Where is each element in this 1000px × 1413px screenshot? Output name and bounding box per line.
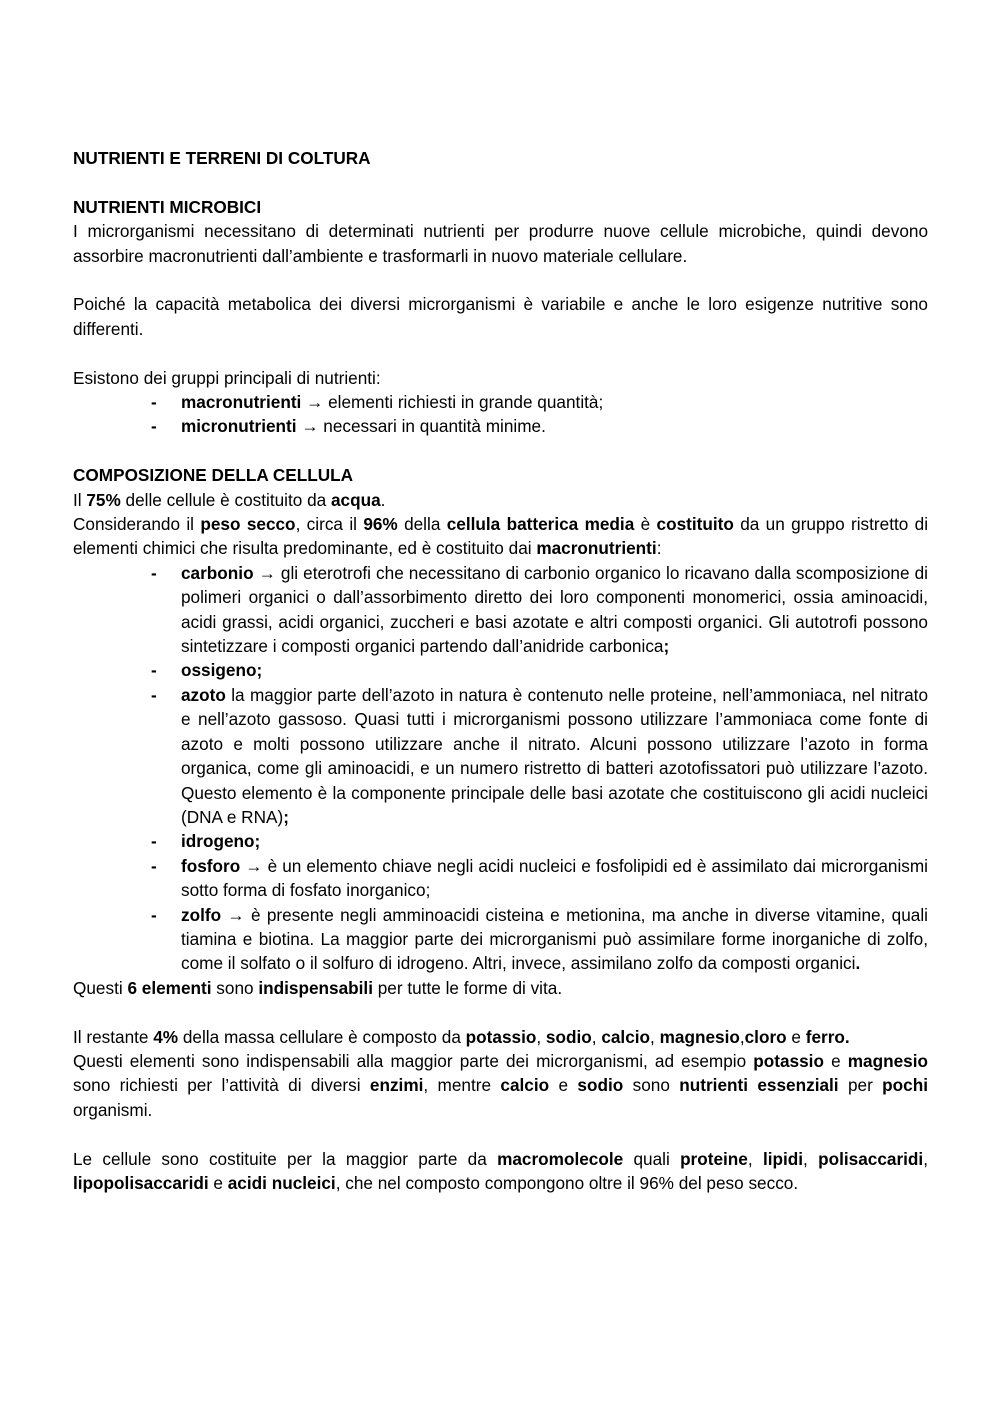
paragraph-intro: I microrganismi necessitano di determinati nutrienti per produrre nuove cellule microbiche, quindi devono assorbire macronutrienti dall’ambiente e trasformarli in nuovo materiale cellulare. (73, 221, 928, 266)
paragraph-sei-elementi: Questi 6 elementi sono indispensabili per tutte le forme di vita. (73, 977, 563, 998)
paragraph-gruppi-nutrienti: Esistono dei gruppi principali di nutrienti: (73, 367, 381, 388)
macronutrient-elements-list (73, 561, 928, 976)
list-dash: - (151, 831, 157, 852)
paragraph-peso-secco: Considerando il peso secco, circa il 96% della cellula batterica media è costituito da un gruppo ristretto di elementi chimici che risulta predominante, ed è costituito dai macronutrienti: (73, 514, 929, 559)
paragraph-elementi-indispensabili: Questi elementi sono indispensabili alla maggior parte dei microrganismi, ad esempio potassio e magnesio sono richiesti per l’attività di diversi enzimi, mentre calcio e sodio sono nutrienti essenziali per pochi organismi. (73, 1050, 929, 1120)
list-dash: - (151, 392, 157, 413)
list-dash: - (151, 416, 157, 437)
list-item: - zolfo → è presente negli amminoacidi cisteina e metionina, ma anche in diverse vitamine, quali tiamina e biotina. La maggior parte dei microrganismi può assimilare forme inorganiche di zolfo, come il solfato o il solfuro di idrogeno. Altri, invece, assimilano zolfo da composti organici. (151, 904, 928, 974)
nutrient-groups-list (73, 390, 928, 439)
document-page (73, 146, 928, 1195)
list-item: - azoto la maggior parte dell’azoto in natura è contenuto nelle proteine, nell’ammoniaca, nel nitrato e nell’azoto gassoso. Quasi tutti i microrganismi possono utilizzare l’ammoniaca come fonte di azoto e molti possono utilizzare anche il nitrato. Alcuni possono utilizzare l’azoto in forma organica, come gli aminoacidi, e un numero ristretto di batteri azotofissatori può utilizzare l’azoto. Questo elemento è la componente principale delle basi azotate che costituiscono gli acidi nucleici (DNA e RNA); (151, 684, 928, 827)
list-item: - carbonio → gli eterotrofi che necessitano di carbonio organico lo ricavano dalla scomposizione di polimeri organici o dall’assorbimento diretto dei loro componenti monomerici, ossia aminoacidi, acidi grassi, acidi organici, zuccheri e basi azotate e altri composti organici. Gli autotrofi possono sintetizzare i composti organici partendo dall’anidride carbonica; (151, 562, 928, 657)
paragraph-macromolecole: Le cellule sono costituite per la maggior parte da macromolecole quali proteine, lipidi, polisaccaridi, lipopolisaccaridi e acidi nucleici, che nel composto compongono oltre il 96% del peso secco. (73, 1148, 928, 1193)
document-title: NUTRIENTI E TERRENI DI COLTURA (73, 148, 371, 168)
paragraph-acqua: Il 75% delle cellule è costituito da acqua. (73, 489, 386, 510)
paragraph-capacita-metabolica: Poiché la capacità metabolica dei diversi microrganismi è variabile e anche le loro esigenze nutritive sono differenti. (73, 294, 928, 339)
list-dash: - (151, 904, 157, 925)
paragraph-restante: Il restante 4% della massa cellulare è composto da potassio, sodio, calcio, magnesio,cloro e ferro. (73, 1026, 850, 1047)
section-heading-nutrienti-microbici: NUTRIENTI MICROBICI (73, 196, 262, 217)
list-item: - fosforo → è un elemento chiave negli acidi nucleici e fosfolipidi ed è assimilato dai microrganismi sotto forma di fosfato inorganico; (151, 855, 928, 901)
list-dash: - (151, 562, 157, 583)
list-dash: - (151, 660, 157, 681)
list-item: - ossigeno; (73, 658, 928, 682)
list-dash: - (151, 684, 157, 705)
list-item: - micronutrienti → necessari in quantità minime. (73, 414, 928, 438)
section-heading-composizione: COMPOSIZIONE DELLA CELLULA (73, 465, 354, 486)
list-item: - macronutrienti → elementi richiesti in grande quantità; (73, 390, 928, 414)
list-dash: - (151, 855, 157, 876)
list-item: - idrogeno; (73, 829, 928, 853)
